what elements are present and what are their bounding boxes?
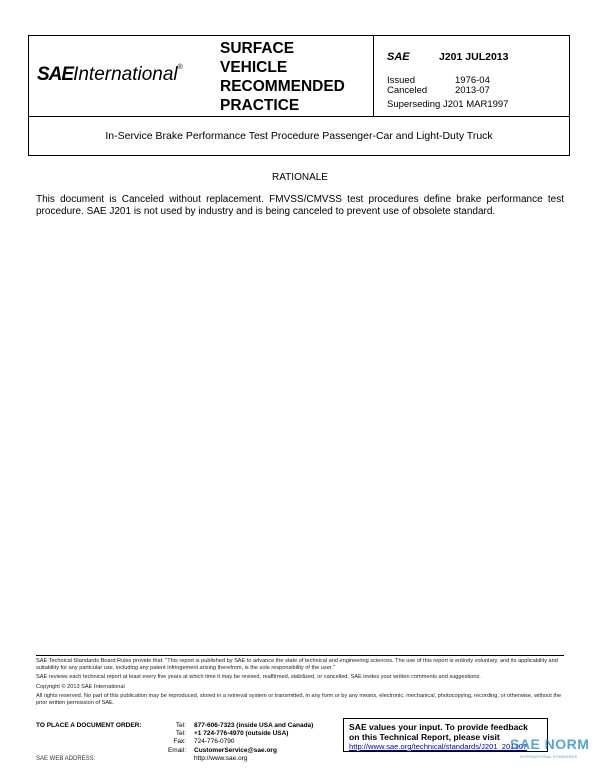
order-key: Tel: [175,722,186,729]
footer-note: All rights reserved. No part of this publication may be reproduced, stored in a retrieval system or transmitted, in any form or by any means, electronic, mechanical, photocopying, recording, or otherwise, without the prior written permission of SAE. [36,692,562,707]
logo-international-text: International [73,64,178,85]
superseding-text: Superseding J201 MAR1997 [387,99,509,110]
footer-note: Copyright © 2013 SAE International [36,683,125,690]
doc-type-line: VEHICLE [220,59,288,76]
rationale-heading: RATIONALE [272,172,328,183]
order-label: TO PLACE A DOCUMENT ORDER: [36,722,142,729]
feedback-line: SAE values your input. To provide feedback [349,722,528,732]
phone-outside-usa: +1 724-776-4970 (outside USA) [194,730,289,738]
logo-sae-text: SAE [37,64,74,85]
document-number: J201 JUL2013 [439,51,509,63]
logo-registered-mark: ® [177,64,183,71]
doc-type-line: PRACTICE [220,97,300,114]
sae-international-logo [37,64,183,86]
order-key: Email: [167,746,186,754]
sae-mini-logo: SAE [387,51,410,63]
footer-code: SAE WEB ADDRESS: [36,756,96,762]
canceled-label: Canceled [387,85,428,96]
title-box [28,116,570,156]
rationale-text: This document is Canceled without replacement. FMVSS/CMVSS test procedures define brake performance test procedure. SAE J201 is not used by industry and is being canceled to prevent use of obsolete standard. [36,194,564,217]
order-values [194,722,313,763]
phone-inside-usa: 877-606-7323 (inside USA and Canada) [194,722,314,729]
order-key: Tel: [175,730,186,738]
email-address: CustomerService@sae.org [194,746,277,754]
issued-label: Issued [387,75,415,86]
footer-divider [36,655,564,656]
header-box [28,35,570,117]
order-key: Fax: [173,738,186,746]
footer-notes [36,658,566,709]
feedback-line: on this Technical Report, please visit [349,732,500,742]
watermark-logo: SAE NORM [510,736,590,752]
footer-note: SAE Technical Standards Board Rules provide that: "This report is published by SAE to advance the state of technical and engineering sciences. The use of this report is entirely voluntary, and its applicability and suitability for any particular use, including any patent infringement arising therefrom, is the sole responsibility of the user." [36,658,558,672]
document-type [220,39,345,115]
header-divider [373,36,374,117]
doc-type-line: SURFACE [220,40,295,57]
order-keys [160,722,186,755]
doc-type-line: RECOMMENDED [220,78,345,95]
footer-note: SAE reviews each technical report at least every five years at which time it may be revised, reaffirmed, stabilized, or cancelled. SAE invites your written comments and suggestions. [36,674,481,681]
watermark-subtext: INTERNATIONAL STANDARDS [520,754,578,759]
document-title: In-Service Brake Performance Test Procedure Passenger-Car and Light-Duty Truck [105,130,493,142]
canceled-value: 2013-07 [455,85,490,96]
sae-website-link[interactable]: http://www.sae.org [194,754,248,762]
fax-number: 724-776-0790 [194,738,235,746]
canceled-row [387,85,490,96]
feedback-link[interactable]: http://www.sae.org/technical/standards/J201_201307 [349,742,528,751]
issued-value: 1976-04 [455,75,490,86]
